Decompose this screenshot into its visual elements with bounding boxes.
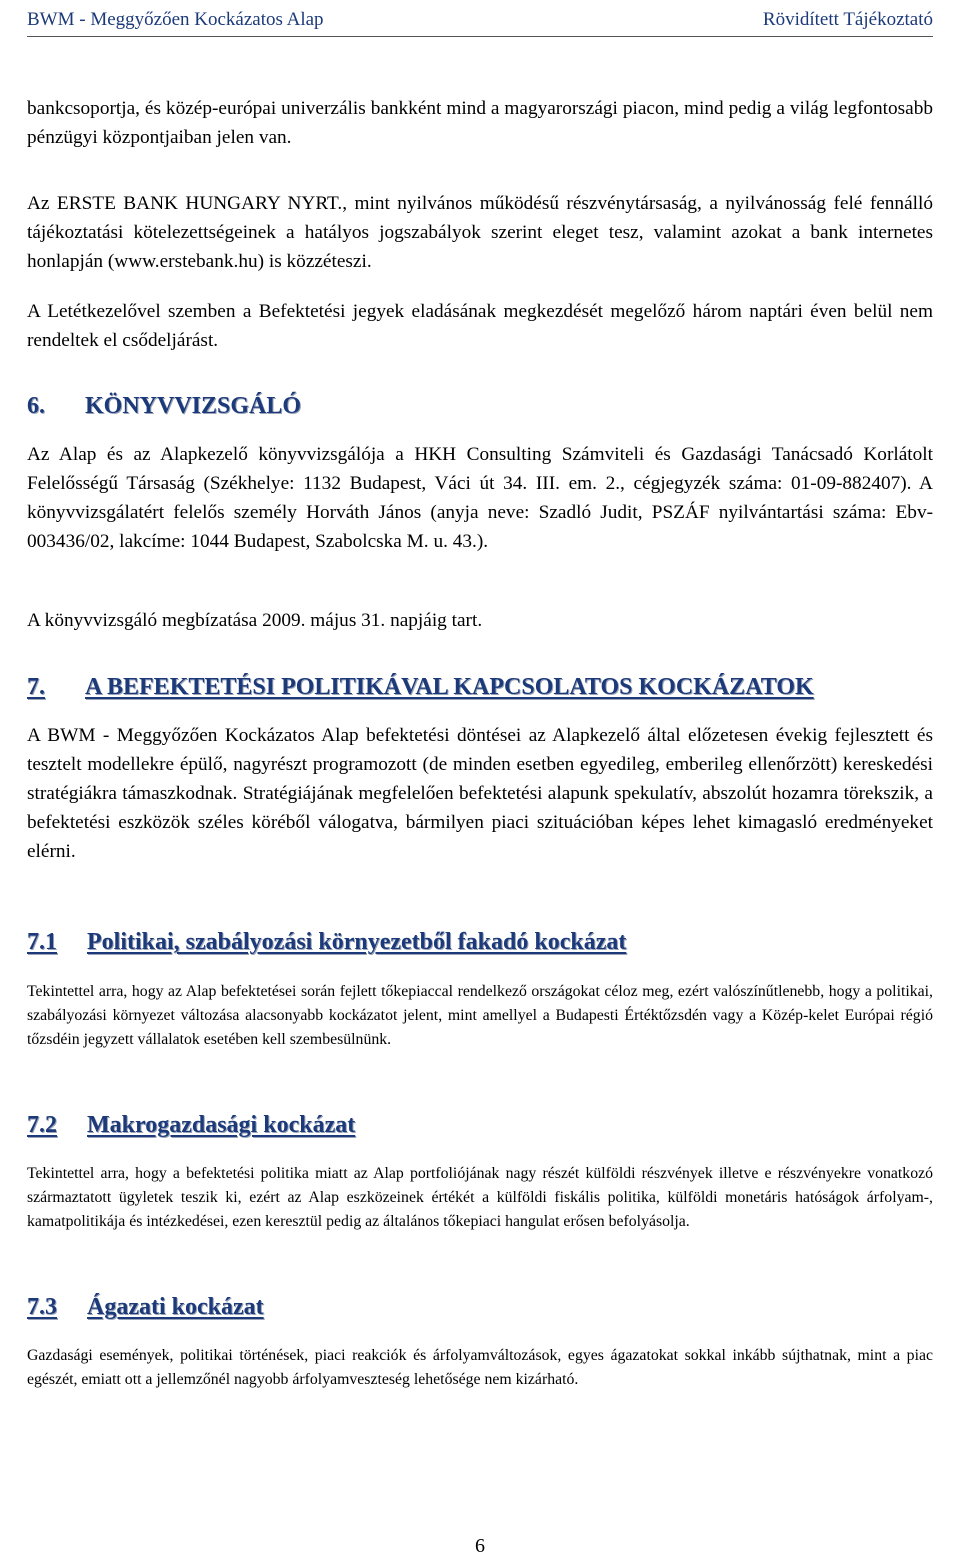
heading-investment-policy-risks (27, 674, 814, 701)
paragraph-erste-text-end: ) is közzéteszi. (257, 251, 372, 272)
paragraph-bank-group: bankcsoportja, és közép-európai univerzális bankként mind a magyarországi piacon, mind pedig a világ legfontosabb pénzügyi központjaiban jelen van. (27, 98, 933, 148)
page-header (27, 4, 933, 37)
heading-sector-number: 7.3 (27, 1294, 57, 1320)
heading-political-risk (27, 929, 626, 956)
heading-policy-title: A BEFEKTETÉSI POLITIKÁVAL KAPCSOLATOS KOCKÁZATOK (85, 674, 814, 700)
paragraph-investment-strategy: A BWM - Meggyőzően Kockázatos Alap befektetési döntései az Alapkezelő által előzetesen évekig fejlesztett és tesztelt modellekre épülő, nagyrészt programozott (de minden esetben egyedileg, emberileg ellenőrzött) kereskedési stratégiákra támaszkodnak. Stratégiájának megfelelően befektetési alapunk spekulatív, abszolút hozamra törekszik, a befektetési eszközök széles köréből válogatva, bármilyen piaci szituációban képes lehet kimagasló eredményeket elérni. (27, 725, 933, 862)
erstebank-link[interactable]: www.erstebank.hu (114, 251, 258, 272)
heading-auditor-title: KÖNYVVIZSGÁLÓ (85, 393, 302, 419)
heading-auditor-number: 6. (27, 393, 45, 419)
paragraph-auditor-details: Az Alap és az Alapkezelő könyvvizsgálója a HKH Consulting Számviteli és Gazdasági Tanácsadó Korlátolt Felelősségű Társaság (Székhelye: 1132 Budapest, Váci út 34. III. em. 2., cégjegyzék száma: 01-09-882407). A könyvvizsgálatért felelős személy Horváth János (anyja neve: Szadló Judit, PSZÁF nyilvántartási száma: Ebv-003436/02, lakcíme: 1044 Budapest, Szabolcska M. u. 43.). (27, 444, 933, 552)
header-document-type: Rövidített Tájékoztató (762, 9, 933, 30)
paragraph-macroeconomic-risk: Tekintettel arra, hogy a befektetési politika miatt az Alap portfoliójának nagy részét külföldi részvények illetve e részvényekre vonatkozó származtatott ügyletek teszik ki, ezért az Alap eszközeinek értékét a külföldi fiskális politika, külföldi monetáris hatóságok árfolyam-, kamatpolitikája és intézkedései, ezen keresztül pedig az általános tőkepiaci hangulat erősen befolyásolja. (27, 1165, 933, 1230)
heading-political-title: Politikai, szabályozási környezetből fakadó kockázat (87, 929, 627, 955)
heading-sector-title: Ágazati kockázat (87, 1294, 264, 1320)
heading-policy-number: 7. (27, 674, 45, 700)
heading-macro-number: 7.2 (27, 1112, 57, 1138)
paragraph-erste-text: Az ERSTE BANK HUNGARY NYRT., mint nyilvános működésű részvénytársaság, a nyilvánosság felé fennálló tájékoztatási kötelezettségeinek a hatályos jogszabályok szerint eleget tesz, valamint azokat a bank internetes honlapján ( (27, 193, 933, 272)
heading-macro-title: Makrogazdasági kockázat (87, 1112, 356, 1138)
heading-macroeconomic-risk (27, 1112, 355, 1139)
heading-auditor (27, 393, 301, 420)
header-fund-name: BWM - Meggyőzően Kockázatos Alap (27, 9, 324, 30)
heading-political-number: 7.1 (27, 929, 57, 955)
paragraph-erste-disclosure (27, 189, 933, 276)
paragraph-auditor-mandate: A könyvvizsgáló megbízatása 2009. május 31. napjáig tart. (27, 610, 483, 631)
heading-sector-risk (27, 1294, 264, 1321)
page-number: 6 (475, 1535, 485, 1557)
paragraph-sector-risk: Gazdasági események, politikai történések, piaci reakciók és árfolyamváltozások, egyes ágazatokat sokkal inkább sújthatnak, mint a piac egészét, emiatt ott a jellemzőnél nagyobb árfolyamveszteség lehetősége nem kizárható. (27, 1347, 933, 1388)
paragraph-custodian: A Letétkezelővel szemben a Befektetési jegyek eladásának megkezdését megelőző három naptári éven belül nem rendeltek el csődeljárást. (27, 301, 933, 351)
paragraph-political-risk: Tekintettel arra, hogy az Alap befektetései során fejlett tőkepiaccal rendelkező országokat céloz meg, ezért valószínűtlenebb, hogy a politikai, szabályozási környezet változása alacsonyabb kockázatot jelent, mint amellyel a Budapesti Értéktőzsdén vagy a Közép-kelet Európai régió tőzsdéin jegyzett vállalatok esetében kell szembesülnünk. (27, 983, 933, 1048)
